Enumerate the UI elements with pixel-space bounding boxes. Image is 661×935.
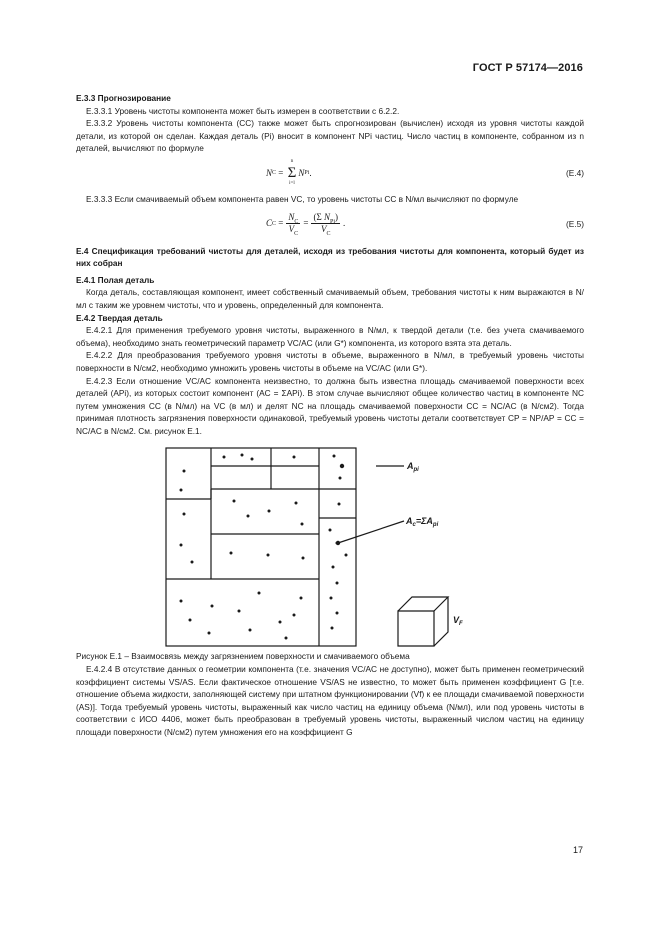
component-outline xyxy=(166,448,356,646)
formula-e5-number: (Е.5) xyxy=(566,218,584,229)
paragraph-e333: Е.3.3.3 Если смачиваемый объем компонента равен VC, то уровень чистоты CC в N/мл вычисляют по формуле xyxy=(86,193,519,204)
paragraph-e41: Когда деталь, составляющая компонент, имеет собственный смачиваемый объем, требования чистоты к ним выражаются в N/мл с таким же уровнем чистоты, что и уровень, определенный для компонента. xyxy=(76,287,584,310)
subsection-heading-e41: Е.4.1 Полая деталь xyxy=(76,274,155,285)
formula-e5 xyxy=(76,208,584,240)
paragraph-e424: Е.4.2.4 В отсутствие данных о геометрии компонента (т.е. значения VC/AC не доступно), может быть применен геометрический коэффициент системы VS/AS. Если фактическое отношение VS/AS не известно, то может быть применен коэффициент G [т.е. отношение объема жидкости, заполняющей систему при штатном функционировании (Vf) к ее площади смачиваемой поверхности (AS)]. Тогда требуемый уровень чистоты, выраженный как число частиц на единицу объема (N/мл), или под уровень чистоты в соответствии с ИСО 4406, может быть преобразован в требуемый уровень чистоты, выраженный числом частиц на единицу площади поверхности (N/см2) путем умножения его на коэффициент G xyxy=(76,664,584,738)
formula-e4-number: (Е.4) xyxy=(566,167,584,178)
figure-caption: Рисунок Е.1 – Взаимосвязь между загрязнением поверхности и смачиваемого объема xyxy=(76,651,410,662)
section-heading-e4: Е.4 Спецификация требований чистоты для деталей, исходя из требования чистоты для компонента, который будет из них собран xyxy=(76,245,584,269)
section-heading-e33: Е.3.3 Прогнозирование xyxy=(76,93,171,103)
paragraph-e422: Е.4.2.2 Для преобразования требуемого уровня чистоты в объеме, выраженного в N/мл, в требуемый уровень чистоты поверхности в N/см2, необходимо умножить уровень чистоты в объеме на VC/AC (или G*). xyxy=(76,350,584,373)
formula-e5-expression: C C = $\frac{N_C}{V_C}$ = $\frac{(\Sigma N_{Pi})}{V_C}$ . xyxy=(266,212,346,237)
standard-header: ГОСТ Р 57174—2016 xyxy=(472,62,583,74)
subsection-heading-e42: Е.4.2 Твердая деталь xyxy=(76,312,163,323)
paragraph-e332: Е.3.3.2 Уровень чистоты компонента (CC) также может быть спрогнозирован (вычислен) исходя из уровня чистоты каждой детали, из которой он сделан. Каждая деталь (Pi) вносит в компонент NPi частиц. Число частиц в компоненте, собранном из n деталей, вычисляют по формуле xyxy=(76,118,584,154)
paragraph-e421: Е.4.2.1 Для применения требуемого уровня чистоты, выраженного в N/мл, к твердой детали (т.е. без учета смачиваемого объема), необходимо знать геометрический параметр VC/AC (или G*) компонента, из которого взята эта деталь. xyxy=(76,325,584,348)
label-api: $A_{pi}$ xyxy=(407,461,419,474)
formula-e4-expression: N C = n Σ i=l N Pi . xyxy=(266,158,312,186)
paragraph-e423: Е.4.2.3 Если отношение VC/AC компонента неизвестно, то должна быть известна площадь смачиваемой поверхности всех деталей (APi), из которых состоит компонент (AC = ΣAPi). В этом случае вычисляют общее количество частиц в компоненте NC путем умножения CC (в N/мл) на VC (в мл) и делят NC на площадь смачиваемой поверхности CC = NC/AC (в N/см2). Тогда принимая плотность загрязнения поверхности одинаковой, требуемый уровень чистоты детали соответствует CP = NP/AP = CC = NC/AC в N/см2. См. рисунок Е.1. xyxy=(76,375,584,436)
figure-e1-drawing xyxy=(76,443,584,650)
label-vf: $V_F$ xyxy=(453,615,463,628)
page-number: 17 xyxy=(572,845,583,855)
paragraph-e331: Е.3.3.1 Уровень чистоты компонента может быть измерен в соответствии с 6.2.2. xyxy=(86,105,400,116)
formula-e4 xyxy=(76,157,584,189)
document-body xyxy=(76,92,584,739)
label-ac: $A_c=\Sigma A_{pi}$ xyxy=(406,516,439,529)
figure-e1 xyxy=(76,443,584,650)
